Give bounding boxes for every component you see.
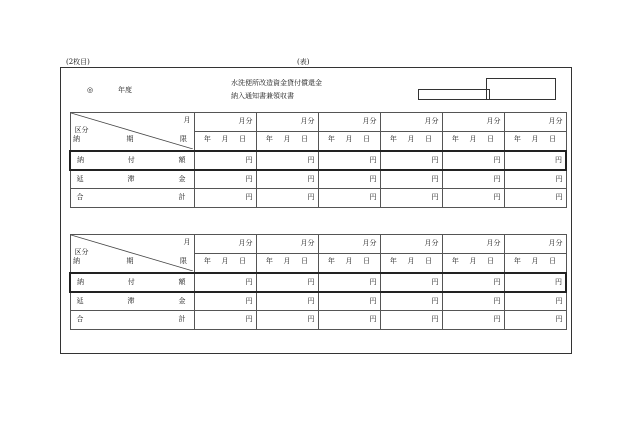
bill-table-2 — [69, 234, 567, 330]
payment-label: 納 付 額 — [70, 273, 194, 292]
late-fee-cell: 円 — [318, 170, 380, 189]
late-fee-cell: 円 — [194, 292, 256, 311]
date-cell: 年 月 日 — [380, 254, 442, 273]
total-cell: 円 — [380, 311, 442, 330]
payment-cell: 円 — [318, 273, 380, 292]
header-row — [70, 113, 566, 132]
date-cell: 年 月 日 — [442, 254, 504, 273]
payment-label: 納 付 額 — [70, 151, 194, 170]
late-fee-cell: 円 — [380, 170, 442, 189]
date-cell: 年 月 日 — [256, 132, 318, 151]
date-cell: 年 月 日 — [504, 254, 566, 273]
total-row — [70, 311, 566, 330]
header-row — [70, 235, 566, 254]
number-box — [418, 89, 490, 100]
total-row — [70, 189, 566, 208]
payment-cell: 円 — [194, 273, 256, 292]
document-title-line2: 納入通知書兼領収書 — [231, 92, 294, 100]
total-label: 合 計 — [70, 311, 194, 330]
due-date-label: 納 期 限 — [73, 257, 187, 265]
due-date-label: 納 期 限 — [73, 135, 187, 143]
month-cell: 月分 — [380, 235, 442, 254]
total-cell: 円 — [442, 189, 504, 208]
late-fee-row — [70, 170, 566, 189]
date-cell: 年 月 日 — [194, 132, 256, 151]
month-cell: 月分 — [318, 113, 380, 132]
late-fee-cell: 円 — [194, 170, 256, 189]
late-fee-label: 延 滞 金 — [70, 292, 194, 311]
payment-row — [70, 151, 566, 170]
total-cell: 円 — [442, 311, 504, 330]
total-cell: 円 — [256, 189, 318, 208]
payment-cell: 円 — [194, 151, 256, 170]
late-fee-label: 延 滞 金 — [70, 170, 194, 189]
late-fee-cell: 円 — [504, 170, 566, 189]
payment-cell: 円 — [318, 151, 380, 170]
corner-cell — [70, 235, 194, 273]
late-fee-cell: 円 — [504, 292, 566, 311]
bill-table-1 — [69, 112, 567, 208]
corner-category: 区分 — [74, 126, 89, 134]
month-cell: 月分 — [504, 235, 566, 254]
month-cell: 月分 — [504, 113, 566, 132]
late-fee-row — [70, 292, 566, 311]
late-fee-cell: 円 — [318, 292, 380, 311]
corner-category: 区分 — [74, 248, 89, 256]
payment-cell: 円 — [256, 151, 318, 170]
month-cell: 月分 — [194, 113, 256, 132]
total-label: 合 計 — [70, 189, 194, 208]
late-fee-cell: 円 — [442, 170, 504, 189]
stamp-box — [486, 78, 556, 100]
payment-cell: 円 — [504, 151, 566, 170]
total-cell: 円 — [194, 189, 256, 208]
month-cell: 月分 — [256, 113, 318, 132]
late-fee-cell: 円 — [256, 292, 318, 311]
document-frame — [60, 67, 572, 354]
document-title-line1: 水洗便所改造資金貸付償還金 — [231, 79, 322, 87]
side-label: (表) — [297, 58, 310, 66]
total-cell: 円 — [318, 189, 380, 208]
month-cell: 月分 — [380, 113, 442, 132]
month-cell: 月分 — [318, 235, 380, 254]
month-cell: 月分 — [442, 235, 504, 254]
total-cell: 円 — [504, 189, 566, 208]
payment-cell: 円 — [442, 273, 504, 292]
total-cell: 円 — [380, 189, 442, 208]
date-cell: 年 月 日 — [256, 254, 318, 273]
payment-cell: 円 — [256, 273, 318, 292]
late-fee-cell: 円 — [256, 170, 318, 189]
payment-cell: 円 — [380, 273, 442, 292]
date-cell: 年 月 日 — [442, 132, 504, 151]
date-cell: 年 月 日 — [380, 132, 442, 151]
fiscal-year-label: 年度 — [118, 86, 132, 94]
date-cell: 年 月 日 — [504, 132, 566, 151]
date-cell: 年 月 日 — [194, 254, 256, 273]
month-cell: 月分 — [442, 113, 504, 132]
payment-row — [70, 273, 566, 292]
corner-cell — [70, 113, 194, 151]
total-cell: 円 — [318, 311, 380, 330]
month-cell: 月分 — [256, 235, 318, 254]
date-cell: 年 月 日 — [318, 132, 380, 151]
late-fee-cell: 円 — [380, 292, 442, 311]
payment-cell: 円 — [380, 151, 442, 170]
page-number-label: (2枚目) — [66, 58, 90, 66]
date-cell: 年 月 日 — [318, 254, 380, 273]
total-cell: 円 — [194, 311, 256, 330]
corner-month: 月 — [183, 238, 191, 246]
payment-cell: 円 — [504, 273, 566, 292]
total-cell: 円 — [504, 311, 566, 330]
total-cell: 円 — [256, 311, 318, 330]
payment-cell: 円 — [442, 151, 504, 170]
marker-symbol: ◎ — [87, 86, 94, 94]
late-fee-cell: 円 — [442, 292, 504, 311]
month-cell: 月分 — [194, 235, 256, 254]
corner-month: 月 — [183, 116, 191, 124]
